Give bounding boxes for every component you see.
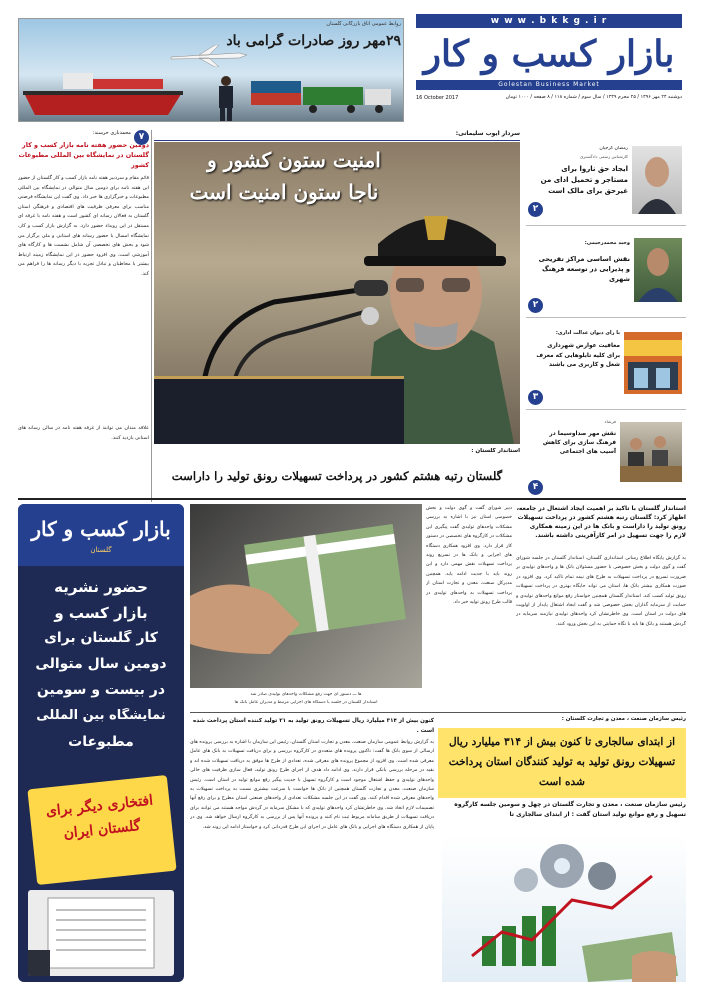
shop-sign-photo bbox=[624, 332, 682, 394]
left-column-headline[interactable]: دومین حضور هفته نامه بازار کسب و کار گلستان در نمایشگاه بین المللی مطبوعات کشور bbox=[18, 141, 149, 169]
cargo-ship-image bbox=[23, 69, 183, 119]
governor-body: به گزارش پایگاه اطلاع رسانی استانداری گلستان، استاندار گلستان در جلسه شورای گفت و گوی دولت و بخش خصوصی با حضور مسئولان بانک ها و واحدهای تولیدی بر ضرورت تسریع در پرداخت تسهیلات به طرح های نیمه تمام تاکید کرد. وی افزود در صورت همکاری بیشتر بانک ها، استان می تواند جایگاه بهتری در پرداخت تسهیلات رونق تولید کسب کند. استاندار گلستان همچنین خواستار رفع موانع واحدهای تولیدی و حمایت از سرمایه گذاران بخش خصوصی شد و گفت ایجاد اشتغال پایدار از اولویت های دولت در استان است. وی خاطرنشان کرد واحدهای تولیدی نیازمند سرمایه در گردش هستند و بانک ها باید با نگاه حمایتی به این بخش ورود کنند. bbox=[516, 556, 686, 627]
export-day-banner bbox=[18, 18, 404, 122]
airplane-image bbox=[169, 45, 249, 67]
lead-headline-2[interactable]: ناجا ستون امنیت است bbox=[189, 180, 379, 204]
lead-rule bbox=[154, 140, 520, 141]
money-photo[interactable] bbox=[190, 504, 422, 688]
masthead-info-line: دوشنبه ۲۴ مهر ۱۳۹۶ / ۲۵ محرم ۱۴۳۹ / سال سوم / شماره ۱۱۸ / ۸ صفحه / ۱۰۰۰ تومان bbox=[505, 95, 682, 100]
author-photo bbox=[634, 238, 682, 302]
governor-kicker: استاندار گلستان : bbox=[471, 448, 520, 454]
page-number-badge[interactable]: ۴ bbox=[528, 480, 543, 495]
page-number-badge[interactable]: ۲ bbox=[528, 202, 543, 217]
bottom-top-line: کنون بیش از ۳۱۴ میلیارد ریال تسهیلات رونق تولید به ۲۱ تولید کننده استان پرداخت شده است . bbox=[192, 718, 434, 734]
masthead bbox=[412, 14, 684, 118]
ad-line: مطبوعات bbox=[68, 734, 134, 750]
ad-line: حضور نشریه bbox=[54, 578, 148, 596]
side-item[interactable] bbox=[526, 140, 686, 226]
ad-line: کار گلستان برای bbox=[44, 630, 158, 646]
governor-headline[interactable]: گلستان رتبه هشتم کشور در پرداخت تسهیلات رونق تولید را داراست bbox=[171, 469, 503, 483]
page-number-badge[interactable]: ۷ bbox=[134, 130, 149, 145]
masthead-subtitle: Golestan Business Market bbox=[416, 80, 682, 90]
left-column-article bbox=[18, 128, 149, 500]
side-item-kicker: با رای دیوان عدالت اداری: bbox=[555, 330, 620, 336]
left-column-note: علاقه مندان می توانند از غرفه هفته نامه در سالن رسانه های استانی بازدید کنند. bbox=[18, 425, 149, 441]
newspaper-reader-image bbox=[28, 890, 174, 976]
side-item-tag: کارشناس رسمی دادگستری bbox=[579, 154, 628, 159]
page-number-badge[interactable]: ۳ bbox=[528, 390, 543, 405]
microphone-icon bbox=[194, 242, 394, 382]
meeting-photo bbox=[620, 422, 682, 482]
bottom-kicker: رئیس سازمان صنعت ، معدن و تجارت گلستان : bbox=[561, 716, 686, 722]
side-item-tag: فرشاد bbox=[604, 420, 616, 425]
side-item-headline: نقش مهر صداوسیما در فرهنگ سازی برای کاهش آسیب های اجتماعی bbox=[542, 431, 616, 455]
ad-line: در بیست و سومین bbox=[36, 682, 166, 698]
ad-brand: بازار کسب و کار bbox=[31, 517, 171, 541]
banner-headline: ۲۹مهر روز صادرات گرامی باد bbox=[226, 33, 401, 49]
ad-brand-sub: گلستان bbox=[90, 546, 112, 554]
masthead-date-en: 16 October 2017 bbox=[416, 95, 459, 101]
side-item[interactable] bbox=[526, 232, 686, 318]
left-column-divider bbox=[151, 130, 152, 502]
side-items bbox=[526, 140, 686, 500]
businessman-figure bbox=[215, 75, 237, 122]
section-rule bbox=[18, 498, 686, 500]
author-photo bbox=[632, 146, 682, 214]
side-item-kicker: وحید محمدرحیمی: bbox=[584, 240, 630, 246]
side-item[interactable] bbox=[526, 416, 686, 500]
section-rule bbox=[190, 712, 686, 713]
masthead-title: بازار کسب و کار bbox=[423, 33, 675, 75]
side-item-headline: نقش اساسی مراکز تفریحی و پذیرایی در توسعه فرهنگ شهری bbox=[538, 255, 630, 283]
governor-body-2: دبیر شورای گفت و گوی دولت و بخش خصوصی استان نیز با اشاره به بررسی مشکلات واحدهای تولیدی گفت پیگیری این مشکلات در کارگروه های تخصصی در دستور کار قرار دارد. وی افزود همکاری دستگاه های اجرایی و بانک ها در تسریع روند پرداخت تسهیلات نقش مهمی دارد و این روند باید با جدیت ادامه یابد. همچنین مدیرکل صنعت، معدن و تجارت استان از پرداخت تسهیلات به واحدهای تولیدی در قالب طرح رونق تولید خبر داد. bbox=[426, 506, 512, 606]
podium bbox=[154, 376, 404, 444]
site-url[interactable]: w w w . b k k g . i r bbox=[416, 14, 682, 28]
police-commander-photo[interactable] bbox=[154, 142, 520, 444]
ad-line: نمایشگاه بین المللی bbox=[36, 708, 166, 723]
left-column-author: محمدباری خرسند: bbox=[92, 130, 131, 136]
lead-headline-1[interactable]: امنیت ستون کشور و bbox=[207, 148, 381, 172]
containers-image bbox=[241, 77, 401, 119]
bottom-headline[interactable]: از ابتدای سالجاری تا کنون بیش از ۳۱۴ میلیارد ریال تسهیلات رونق تولید به تولید کنندگان استان پرداخت شده است bbox=[448, 736, 676, 788]
side-item-headline: معافیت عوارض شهرداری برای کلیه تابلوهایی که معرف شغل و کاربری می باشند bbox=[536, 343, 620, 369]
left-column-body: قائم مقام و سردبیر هفته نامه بازار کسب و کار گلستان از حضور این هفته نامه برای دومین سال متوالی در نمایشگاه بین المللی مطبوعات و خبرگزاری ها خبر داد. وی گفت این نمایشگاه فرصتی مناسب برای معرفی ظرفیت های اقتصادی و فرهنگی استان گلستان به فعالان رسانه ای کشور است و هفته نامه با غرفه ای مستقل در این رویداد حضور دارد. به گزارش بازار کسب و کار، نمایشگاه امسال با حضور رسانه های استانی و ملی برگزار می شود و بخش های تخصصی آن شامل نشست ها و کارگاه های آموزشی است. وی افزود حضور در این نمایشگاه زمینه ارتباط بیشتر با مخاطبان و تبادل تجربه با دیگر رسانه ها را فراهم می کند. bbox=[18, 175, 149, 277]
ad-slogan: افتخاری دیگر برای گلستان ایران bbox=[45, 792, 154, 842]
page-number-badge[interactable]: ۲ bbox=[528, 298, 543, 313]
newspaper-ad[interactable] bbox=[18, 504, 184, 982]
side-item-headline: ایجاد حق ناروا برای مستاجر و تحمیل ادای من غیرحق برای مالک است bbox=[540, 165, 628, 195]
bottom-lead: رئیس سازمان صنعت ، معدن و تجارت گلستان در چهل و سومین جلسه کارگروه تسهیل و رفع موانع تولید استان گفت : از ابتدای سالجاری تا bbox=[454, 801, 686, 818]
ad-line: دومین سال متوالی bbox=[35, 656, 167, 672]
money-photo-caption: ها ـــ دستور ای جهت رفع مشکلات واحدهای تولیدی صادر شد bbox=[250, 692, 362, 697]
governor-intro: استاندار گلستان با تاکید بر اهمیت ایجاد اشتغال در جامعه، اظهار کرد: گلستان رتبه هشتم کشور در پرداخت تسهیلات رونق تولید را داراست و بانک ها در این زمینه همکاری لازم را جهت تسهیل در امر کارآفرینی داشته باشند. bbox=[516, 505, 686, 539]
bottom-body: به گزارش روابط عمومی سازمان صنعت، معدن و تجارت استان گلستان، رئیس این سازمان با اشاره به بررسی پرونده های ارسالی از سوی بانک ها گفت: تاکنون پرونده های متعددی در کارگروه بررسی و برای دریافت تسهیلات به بانک های عامل معرفی شده است. وی افزود از مجموع پرونده های معرفی شده، تعدادی از طرح ها موفق به دریافت تسهیلات شده اند و بقیه در مرحله بررسی بانکی قرار دارند. وی ادامه داد هدف از اجرای طرح رونق تولید، فعال سازی ظرفیت های خالی واحدهای تولیدی و حفظ اشتغال موجود است و کارگروه تسهیل با جدیت پیگیر رفع موانع تولید در استان است. رئیس سازمان صنعت، معدن و تجارت گلستان همچنین از بانک ها خواست با سرعت بیشتری نسبت به پرداخت تسهیلات به واحدهای معرفی شده اقدام کنند. وی گفت در این جلسه مشکلات تعدادی از واحدهای صنعتی استان مطرح و برای رفع آنها تصمیمات لازم اتخاذ شد. وی خاطرنشان کرد واحدهای تولیدی که با مشکل سرمایه در گردش مواجه هستند می توانند برای دریافت تسهیلات از طریق سامانه مربوط ثبت نام کنند و پرونده آنها پس از بررسی به کارگروه ارسال خواهد شد. وی در پایان از همکاری دستگاه های اجرایی و بانک های عامل در اجرای این طرح قدردانی کرد و خواستار ادامه این روند شد. bbox=[190, 740, 434, 830]
ad-line: بازار کسب و bbox=[54, 604, 148, 622]
money-photo-caption-2: استاندار گلستان در جلسه با دستگاه های اجرایی مرتبط و مدیران عامل بانک ها bbox=[234, 700, 378, 705]
banner-caption: روابط عمومی اتاق بازرگانی گلستان bbox=[326, 21, 401, 27]
lead-kicker: سردار ایوب سلیمانی: bbox=[455, 130, 520, 137]
industry-infographic[interactable] bbox=[442, 836, 686, 982]
side-item-kicker: رمضان گرجیان bbox=[599, 146, 628, 151]
side-item[interactable] bbox=[526, 324, 686, 410]
